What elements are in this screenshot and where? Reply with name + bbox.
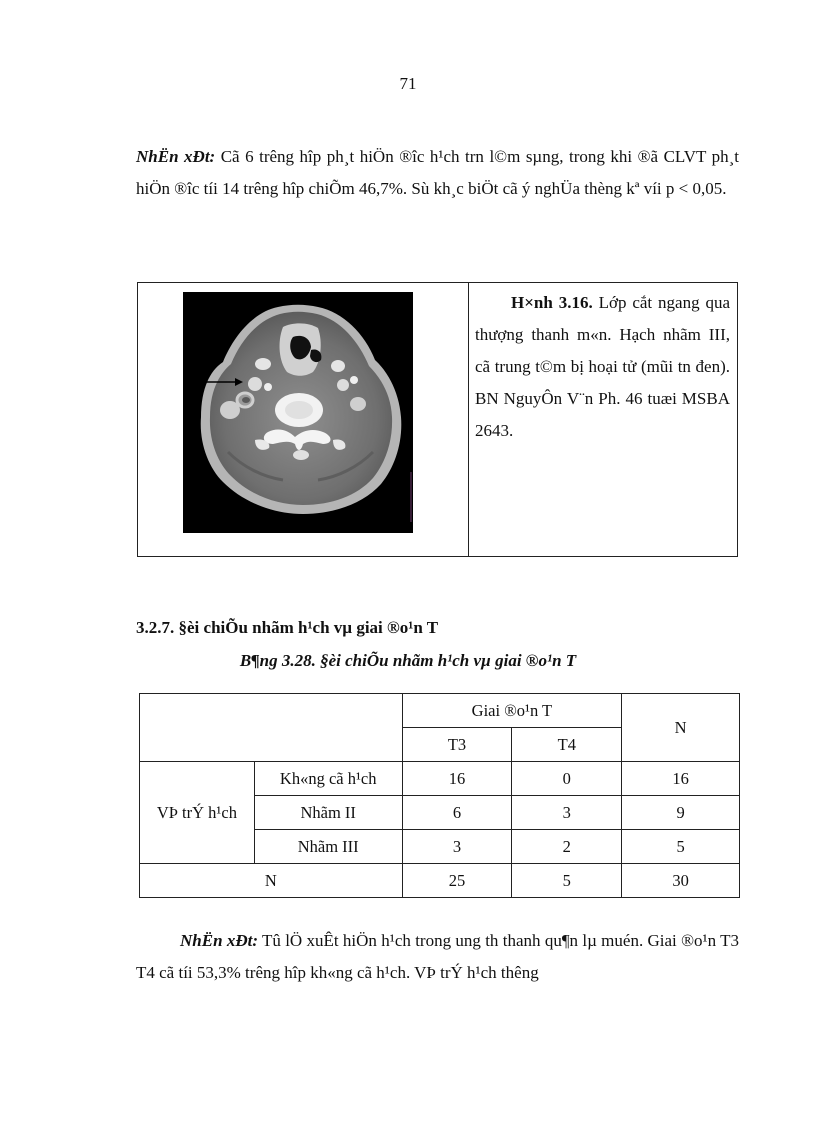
row-group-cell: VÞ trÝ h¹ch: [140, 762, 255, 864]
header-t4-cell: T4: [512, 728, 622, 762]
data-table: [139, 693, 740, 898]
row-t3-cell: 16: [402, 762, 512, 796]
figure-caption: [475, 287, 730, 447]
remark-text: Cã 6 trêng hîp ph¸t hiÖn ®îc h¹ch trn l©m sµng, trong khi ®ã CLVT ph¸t hiÖn ®îc tíi 14 trêng hîp chiÕm 46,7%. Sù kh¸c biÖt cã ý nghÜa thèng kª víi p < 0,05.: [136, 147, 740, 198]
row-t4-cell: 0: [512, 762, 622, 796]
table-caption: B¶ng 3.28. §èi chiÕu nhãm h¹ch vµ giai ®o¹n T: [239, 651, 577, 670]
total-t3-cell: 25: [402, 864, 512, 898]
figure-label: H×nh 3.16.: [511, 293, 593, 312]
page-number: 71: [399, 74, 417, 93]
figure-divider: [468, 283, 469, 556]
header-group-cell: Giai ®o¹n T: [402, 694, 622, 728]
table-header-row: [140, 694, 740, 728]
remark-paragraph-2: [136, 925, 739, 989]
total-label-cell: N: [140, 864, 403, 898]
row-t4-cell: 2: [512, 830, 622, 864]
row-n-cell: 16: [622, 762, 740, 796]
figure-caption-text: Lớp cắt ngang qua thượng thanh m«n. Hạch nhãm III, cã trung t©m bị hoại tử (mũi tn đen). BN NguyÔn V¨n Ph. 46 tuæi MSBA 2643.: [475, 293, 730, 440]
row-n-cell: 5: [622, 830, 740, 864]
row-n-cell: 9: [622, 796, 740, 830]
remark-text-2: Tû lÖ xuÊt hiÖn h¹ch trong ung th thanh qu¶n lµ muén. Giai ®o¹n T3 T4 cã tíi 53,3% trêng hîp kh«ng cã h¹ch. VÞ trÝ h¹ch thêng: [136, 931, 739, 982]
table-corner-cell: [140, 694, 403, 762]
total-t4-cell: 5: [512, 864, 622, 898]
table-total-row: [140, 864, 740, 898]
remark-paragraph: [136, 141, 739, 205]
row-label-cell: Nhãm II: [254, 796, 402, 830]
figure-box: [137, 282, 738, 557]
remark-lead-2: NhËn xÐt:: [180, 931, 258, 950]
row-t4-cell: 3: [512, 796, 622, 830]
ct-scan-drawing: [183, 292, 413, 533]
row-label-cell: Kh«ng cã h¹ch: [254, 762, 402, 796]
remark-lead: NhËn xÐt:: [136, 147, 216, 166]
row-t3-cell: 6: [402, 796, 512, 830]
header-n-cell: N: [622, 694, 740, 762]
ct-scan-image: [183, 292, 413, 533]
row-label-cell: Nhãm III: [254, 830, 402, 864]
header-t3-cell: T3: [402, 728, 512, 762]
table-row: [140, 762, 740, 796]
total-n-cell: 30: [622, 864, 740, 898]
row-t3-cell: 3: [402, 830, 512, 864]
section-heading: 3.2.7. §èi chiÕu nhãm h¹ch vµ giai ®o¹n T: [136, 618, 439, 637]
